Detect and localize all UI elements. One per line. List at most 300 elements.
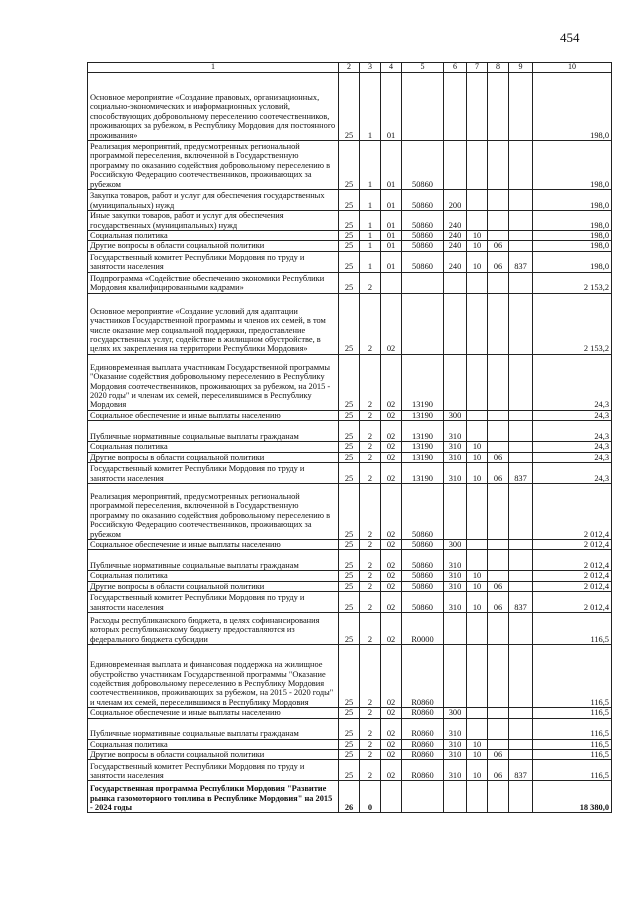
table-cell-code-5 (402, 73, 444, 141)
table-cell-code-2: 25 (339, 645, 360, 708)
table-cell-code-5: 50860 (402, 141, 444, 190)
table-cell-row-amount: 2 012,4 (533, 484, 612, 540)
column-header: 6 (444, 63, 467, 73)
table-cell-row-name: Социальное обеспечение и иные выплаты населению (88, 540, 339, 550)
table-cell-code-4: 02 (381, 421, 402, 442)
table-cell-code-4: 02 (381, 592, 402, 613)
table-row (88, 452, 612, 462)
table-cell-code-7 (467, 781, 488, 813)
table-cell-code-5: 50860 (402, 251, 444, 272)
table-cell-row-name: Государственный комитет Республики Мордовия по труду и занятости населения (88, 463, 339, 484)
table-cell-code-2: 25 (339, 141, 360, 190)
column-header: 1 (88, 63, 339, 73)
table-cell-code-9 (509, 484, 533, 540)
table-cell-code-8 (488, 550, 509, 571)
table-cell-code-7: 10 (467, 442, 488, 452)
table-cell-row-name: Единовременная выплата и финансовая поддержка на жилищное обустройство участникам Государственной программы "Оказание содействия добровольному переселению в Республику Мордовия соотечественников, проживающих за рубежом, на 2015 - 2020 годы" и членам их семей, переселившимся в Республику Мордовия (88, 645, 339, 708)
table-cell-code-2: 25 (339, 718, 360, 739)
table-cell-code-5: R0860 (402, 708, 444, 718)
table-cell-code-8: 06 (488, 452, 509, 462)
table-cell-code-5: 50860 (402, 550, 444, 571)
table-cell-code-5: 50860 (402, 571, 444, 581)
table-cell-code-6: 310 (444, 760, 467, 781)
table-cell-code-7 (467, 73, 488, 141)
table-cell-code-3: 2 (360, 452, 381, 462)
table-cell-code-7 (467, 211, 488, 231)
table-cell-code-8: 06 (488, 760, 509, 781)
table-cell-code-3: 2 (360, 645, 381, 708)
table-row (88, 410, 612, 420)
table-cell-code-6: 310 (444, 750, 467, 760)
table-cell-row-name: Государственный комитет Республики Мордовия по труду и занятости населения (88, 760, 339, 781)
table-cell-code-4: 01 (381, 251, 402, 272)
table-cell-code-3: 1 (360, 211, 381, 231)
table-cell-code-5: 50860 (402, 484, 444, 540)
budget-table (87, 62, 612, 813)
table-cell-code-6 (444, 354, 467, 410)
column-header: 9 (509, 63, 533, 73)
table-cell-code-3: 1 (360, 231, 381, 241)
table-cell-code-9 (509, 354, 533, 410)
table-cell-code-7 (467, 540, 488, 550)
table-cell-code-7: 10 (467, 231, 488, 241)
table-cell-row-amount: 2 012,4 (533, 592, 612, 613)
table-cell-code-4: 02 (381, 550, 402, 571)
table-cell-row-name: Реализация мероприятий, предусмотренных региональной программой переселения, включенной в Государственную программу по оказанию содействия добровольному переселению в Российскую Федерацию соотечественников, проживающих за рубежом (88, 484, 339, 540)
table-cell-code-6 (444, 781, 467, 813)
table-cell-code-6: 310 (444, 592, 467, 613)
table-cell-code-2: 25 (339, 760, 360, 781)
table-cell-code-4 (381, 272, 402, 293)
table-cell-row-name: Расходы республиканского бюджета, в целях софинансирования которых республиканскому бюджету предоставляются из федерального бюджета субсидии (88, 613, 339, 645)
table-cell-code-3: 2 (360, 571, 381, 581)
table-row (88, 592, 612, 613)
table-cell-code-8 (488, 354, 509, 410)
table-cell-code-3: 2 (360, 540, 381, 550)
table-cell-code-9 (509, 718, 533, 739)
table-cell-row-amount: 198,0 (533, 241, 612, 251)
table-cell-code-2: 25 (339, 272, 360, 293)
table-cell-row-name: Публичные нормативные социальные выплаты гражданам (88, 550, 339, 571)
table-cell-code-5: 50860 (402, 231, 444, 241)
table-cell-code-9 (509, 272, 533, 293)
table-row (88, 581, 612, 591)
table-cell-code-8 (488, 211, 509, 231)
table-cell-row-name: Другие вопросы в области социальной политики (88, 750, 339, 760)
table-cell-code-5: 13190 (402, 442, 444, 452)
table-cell-code-7 (467, 645, 488, 708)
table-cell-code-6: 310 (444, 581, 467, 591)
table-cell-code-2: 25 (339, 592, 360, 613)
column-header: 4 (381, 63, 402, 73)
table-cell-row-name: Подпрограмма «Содействие обеспечению экономики Республики Мордовия квалифицированными кадрами» (88, 272, 339, 293)
table-cell-code-4: 02 (381, 739, 402, 749)
table-cell-code-3: 2 (360, 550, 381, 571)
table-cell-code-4: 02 (381, 581, 402, 591)
table-cell-code-5 (402, 272, 444, 293)
table-cell-code-8 (488, 781, 509, 813)
table-cell-code-2: 26 (339, 781, 360, 813)
table-cell-row-name: Другие вопросы в области социальной политики (88, 452, 339, 462)
table-cell-code-9 (509, 190, 533, 211)
table-cell-code-9 (509, 739, 533, 749)
table-cell-code-2: 25 (339, 410, 360, 420)
table-cell-code-3: 2 (360, 354, 381, 410)
table-cell-code-9 (509, 241, 533, 251)
table-cell-code-3: 2 (360, 272, 381, 293)
table-cell-code-6: 310 (444, 550, 467, 571)
table-cell-code-3: 2 (360, 581, 381, 591)
table-cell-row-name: Социальная политика (88, 571, 339, 581)
table-cell-code-5: 50860 (402, 581, 444, 591)
table-row (88, 354, 612, 410)
table-row (88, 781, 612, 813)
table-cell-code-3: 1 (360, 190, 381, 211)
table-cell-code-9 (509, 211, 533, 231)
table-cell-code-6: 310 (444, 421, 467, 442)
table-cell-row-name: Единовременная выплата участникам Государственной программы "Оказание содействия добровольному переселению в Республику Мордовия соотечественников, проживающих за рубежом, на 2015 - 2020 годы" и членам их семей, переселившимся в Республику Мордовия (88, 354, 339, 410)
table-cell-row-name: Основное мероприятие «Создание правовых, организационных, социально-экономических и информационных условий, способствующих добровольному переселению соотечественников, проживающих за рубежом, в Республику Мордовия для постоянного проживания» (88, 73, 339, 141)
table-cell-code-6: 310 (444, 442, 467, 452)
table-cell-code-5: 13190 (402, 452, 444, 462)
table-cell-code-8: 06 (488, 581, 509, 591)
table-cell-code-6: 300 (444, 410, 467, 420)
table-cell-code-8 (488, 231, 509, 241)
table-cell-code-4: 02 (381, 410, 402, 420)
table-cell-code-8 (488, 73, 509, 141)
table-cell-row-amount: 2 012,4 (533, 581, 612, 591)
table-cell-code-3: 2 (360, 739, 381, 749)
table-cell-code-8 (488, 571, 509, 581)
table-cell-row-name: Государственный комитет Республики Мордовия по труду и занятости населения (88, 251, 339, 272)
table-cell-code-7 (467, 293, 488, 354)
table-cell-code-5: R0860 (402, 760, 444, 781)
table-cell-code-9 (509, 645, 533, 708)
table-cell-code-2: 25 (339, 293, 360, 354)
table-cell-code-6 (444, 293, 467, 354)
table-cell-row-amount: 116,5 (533, 645, 612, 708)
table-cell-code-2: 25 (339, 231, 360, 241)
table-cell-code-3: 2 (360, 421, 381, 442)
table-cell-code-7 (467, 708, 488, 718)
table-row (88, 73, 612, 141)
table-cell-code-4: 02 (381, 571, 402, 581)
table-cell-row-amount: 24,3 (533, 421, 612, 442)
table-row (88, 231, 612, 241)
table-row (88, 241, 612, 251)
table-cell-row-name: Закупка товаров, работ и услуг для обеспечения государственных (муниципальных) нужд (88, 190, 339, 211)
table-cell-code-7 (467, 190, 488, 211)
table-cell-code-6: 240 (444, 241, 467, 251)
table-cell-code-7 (467, 484, 488, 540)
table-cell-code-4: 02 (381, 463, 402, 484)
table-cell-code-7 (467, 410, 488, 420)
table-cell-code-8 (488, 442, 509, 452)
table-cell-code-7: 10 (467, 241, 488, 251)
table-cell-row-name: Социальная политика (88, 231, 339, 241)
table-cell-code-2: 25 (339, 750, 360, 760)
column-header: 5 (402, 63, 444, 73)
table-cell-row-name: Государственная программа Республики Мордовия "Развитие рынка газомоторного топлива в Республике Мордовия" на 2015 - 2024 годы (88, 781, 339, 813)
table-cell-code-9 (509, 73, 533, 141)
table-cell-code-5: R0860 (402, 718, 444, 739)
table-cell-code-5: 13190 (402, 354, 444, 410)
column-header: 8 (488, 63, 509, 73)
table-row (88, 442, 612, 452)
table-cell-code-8 (488, 739, 509, 749)
table-cell-code-8: 06 (488, 592, 509, 613)
table-cell-code-6: 310 (444, 718, 467, 739)
table-cell-code-4: 02 (381, 354, 402, 410)
table-cell-code-8 (488, 293, 509, 354)
table-cell-code-6 (444, 141, 467, 190)
table-cell-code-8 (488, 484, 509, 540)
table-cell-code-3: 1 (360, 73, 381, 141)
table-cell-code-8 (488, 645, 509, 708)
table-row (88, 571, 612, 581)
table-cell-code-8 (488, 708, 509, 718)
table-cell-code-6: 240 (444, 251, 467, 272)
table-cell-row-amount: 24,3 (533, 463, 612, 484)
table-cell-code-9 (509, 550, 533, 571)
table-cell-code-5: R0000 (402, 613, 444, 645)
column-header: 7 (467, 63, 488, 73)
table-cell-code-2: 25 (339, 550, 360, 571)
table-cell-row-amount: 116,5 (533, 760, 612, 781)
table-cell-code-3: 0 (360, 781, 381, 813)
table-cell-row-amount: 18 380,0 (533, 781, 612, 813)
table-row (88, 750, 612, 760)
table-cell-code-4: 01 (381, 73, 402, 141)
table-cell-code-4: 02 (381, 293, 402, 354)
table-cell-row-amount: 198,0 (533, 73, 612, 141)
table-cell-code-9 (509, 750, 533, 760)
table-cell-code-6: 310 (444, 739, 467, 749)
table-cell-code-6 (444, 613, 467, 645)
table-cell-code-7 (467, 550, 488, 571)
table-cell-code-6: 300 (444, 540, 467, 550)
table-cell-code-6: 310 (444, 571, 467, 581)
table-cell-code-7: 10 (467, 739, 488, 749)
table-cell-row-amount: 24,3 (533, 354, 612, 410)
table-cell-row-amount: 116,5 (533, 708, 612, 718)
table-cell-code-7: 10 (467, 251, 488, 272)
table-cell-row-name: Другие вопросы в области социальной политики (88, 581, 339, 591)
table-cell-code-8 (488, 613, 509, 645)
table-cell-code-4: 01 (381, 231, 402, 241)
table-cell-code-4: 02 (381, 540, 402, 550)
table-cell-row-name: Другие вопросы в области социальной политики (88, 241, 339, 251)
table-cell-row-amount: 24,3 (533, 442, 612, 452)
table-cell-code-8: 06 (488, 251, 509, 272)
table-cell-code-9 (509, 293, 533, 354)
table-cell-row-amount: 198,0 (533, 251, 612, 272)
table-cell-row-name: Социальная политика (88, 442, 339, 452)
table-cell-row-name: Иные закупки товаров, работ и услуг для обеспечения государственных (муниципальных) нужд (88, 211, 339, 231)
table-cell-code-4: 02 (381, 484, 402, 540)
table-cell-code-7 (467, 421, 488, 442)
table-cell-code-6 (444, 73, 467, 141)
table-cell-code-8 (488, 421, 509, 442)
table-cell-row-name: Реализация мероприятий, предусмотренных региональной программой переселения, включенной в Государственную программу по оказанию содействия добровольному переселению в Российскую Федерацию соотечественников, проживающих за рубежом (88, 141, 339, 190)
table-cell-row-name: Публичные нормативные социальные выплаты гражданам (88, 718, 339, 739)
table-cell-code-4: 02 (381, 613, 402, 645)
table-cell-row-amount: 198,0 (533, 141, 612, 190)
table-cell-code-9 (509, 421, 533, 442)
table-cell-code-7 (467, 272, 488, 293)
table-cell-code-6: 310 (444, 463, 467, 484)
table-cell-code-7: 10 (467, 452, 488, 462)
table-cell-row-name: Государственный комитет Республики Мордовия по труду и занятости населения (88, 592, 339, 613)
table-row (88, 645, 612, 708)
table-cell-code-7 (467, 354, 488, 410)
table-cell-row-name: Основное мероприятие «Создание условий для адаптации участников Государственной программы и членов их семей, в том числе оказание мер социальной поддержки, предоставление государственных услуг, содействие в жилищном обустройстве, в целях их закрепления на территории Республики Мордовия» (88, 293, 339, 354)
table-row (88, 540, 612, 550)
table-row (88, 708, 612, 718)
table-cell-code-3: 2 (360, 592, 381, 613)
table-header-row (88, 63, 612, 73)
table-row (88, 190, 612, 211)
table-row (88, 613, 612, 645)
table-row (88, 421, 612, 442)
table-cell-code-2: 25 (339, 613, 360, 645)
table-body (88, 73, 612, 813)
table-cell-code-5: 50860 (402, 190, 444, 211)
table-cell-code-3: 2 (360, 760, 381, 781)
table-row (88, 293, 612, 354)
column-header: 2 (339, 63, 360, 73)
table-cell-code-6 (444, 272, 467, 293)
table-cell-code-6 (444, 484, 467, 540)
table-cell-code-3: 2 (360, 718, 381, 739)
table-cell-code-4 (381, 781, 402, 813)
table-cell-row-amount: 116,5 (533, 718, 612, 739)
table-cell-code-3: 2 (360, 293, 381, 354)
table-cell-row-amount: 198,0 (533, 231, 612, 241)
table-cell-code-3: 1 (360, 141, 381, 190)
table-cell-code-7: 10 (467, 750, 488, 760)
table-cell-code-3: 1 (360, 241, 381, 251)
table-cell-code-3: 2 (360, 750, 381, 760)
table-cell-code-2: 25 (339, 211, 360, 231)
table-cell-row-name: Публичные нормативные социальные выплаты гражданам (88, 421, 339, 442)
table-row (88, 550, 612, 571)
table-cell-code-5: R0860 (402, 645, 444, 708)
table-cell-code-9 (509, 581, 533, 591)
table-cell-row-amount: 198,0 (533, 211, 612, 231)
table-cell-row-amount: 2 153,2 (533, 272, 612, 293)
table-cell-code-4: 01 (381, 211, 402, 231)
table-cell-code-3: 2 (360, 613, 381, 645)
table-cell-code-2: 25 (339, 442, 360, 452)
table-cell-code-8 (488, 190, 509, 211)
table-cell-code-4: 02 (381, 750, 402, 760)
table-row (88, 141, 612, 190)
table-cell-code-9: 837 (509, 592, 533, 613)
table-cell-code-6: 300 (444, 708, 467, 718)
table-cell-code-7 (467, 141, 488, 190)
table-cell-code-9 (509, 613, 533, 645)
table-cell-code-7: 10 (467, 581, 488, 591)
table-cell-code-7: 10 (467, 463, 488, 484)
table-cell-row-amount: 116,5 (533, 739, 612, 749)
table-cell-code-2: 25 (339, 484, 360, 540)
table-row (88, 251, 612, 272)
table-cell-code-2: 25 (339, 354, 360, 410)
table-cell-code-8: 06 (488, 750, 509, 760)
table-cell-code-7: 10 (467, 571, 488, 581)
table-cell-code-7 (467, 718, 488, 739)
table-cell-code-2: 25 (339, 452, 360, 462)
table-cell-code-2: 25 (339, 73, 360, 141)
table-cell-code-9 (509, 442, 533, 452)
table-cell-code-9 (509, 540, 533, 550)
table-cell-code-2: 25 (339, 463, 360, 484)
column-header: 3 (360, 63, 381, 73)
table-cell-code-5: 50860 (402, 592, 444, 613)
table-cell-code-8: 06 (488, 241, 509, 251)
table-cell-code-8 (488, 540, 509, 550)
table-cell-row-amount: 116,5 (533, 750, 612, 760)
table-cell-code-4: 02 (381, 442, 402, 452)
table-cell-code-6: 310 (444, 452, 467, 462)
table-cell-code-2: 25 (339, 241, 360, 251)
table-row (88, 718, 612, 739)
table-row (88, 484, 612, 540)
table-cell-code-6: 240 (444, 231, 467, 241)
table-cell-code-3: 2 (360, 708, 381, 718)
table-cell-code-2: 25 (339, 571, 360, 581)
table-cell-code-3: 2 (360, 442, 381, 452)
table-cell-code-4: 01 (381, 241, 402, 251)
table-cell-code-9 (509, 452, 533, 462)
table-cell-code-2: 25 (339, 251, 360, 272)
table-cell-code-8 (488, 718, 509, 739)
page-number: 454 (560, 30, 580, 45)
table-cell-code-5: R0860 (402, 750, 444, 760)
table-cell-row-amount: 2 012,4 (533, 540, 612, 550)
table-cell-row-amount: 2 153,2 (533, 293, 612, 354)
table-row (88, 739, 612, 749)
table-cell-code-9 (509, 708, 533, 718)
table-cell-code-7: 10 (467, 592, 488, 613)
table-cell-code-3: 2 (360, 463, 381, 484)
table-row (88, 211, 612, 231)
table-cell-row-name: Социальная политика (88, 739, 339, 749)
table-cell-code-9 (509, 781, 533, 813)
table-cell-code-6: 200 (444, 190, 467, 211)
table-cell-code-3: 2 (360, 484, 381, 540)
table-cell-code-5: 50860 (402, 540, 444, 550)
table-cell-row-amount: 2 012,4 (533, 571, 612, 581)
table-cell-code-7: 10 (467, 760, 488, 781)
table-cell-code-8: 06 (488, 463, 509, 484)
table-cell-code-7 (467, 613, 488, 645)
table-cell-code-4: 02 (381, 645, 402, 708)
table-row (88, 463, 612, 484)
table-cell-code-9: 837 (509, 463, 533, 484)
table-cell-code-5 (402, 293, 444, 354)
table-cell-code-3: 1 (360, 251, 381, 272)
table-cell-code-8 (488, 410, 509, 420)
table-cell-code-8 (488, 141, 509, 190)
table-cell-code-4: 02 (381, 708, 402, 718)
table-row (88, 760, 612, 781)
table-cell-code-9 (509, 141, 533, 190)
table-cell-code-5: 13190 (402, 410, 444, 420)
table-cell-row-amount: 116,5 (533, 613, 612, 645)
table-cell-code-5: 13190 (402, 421, 444, 442)
